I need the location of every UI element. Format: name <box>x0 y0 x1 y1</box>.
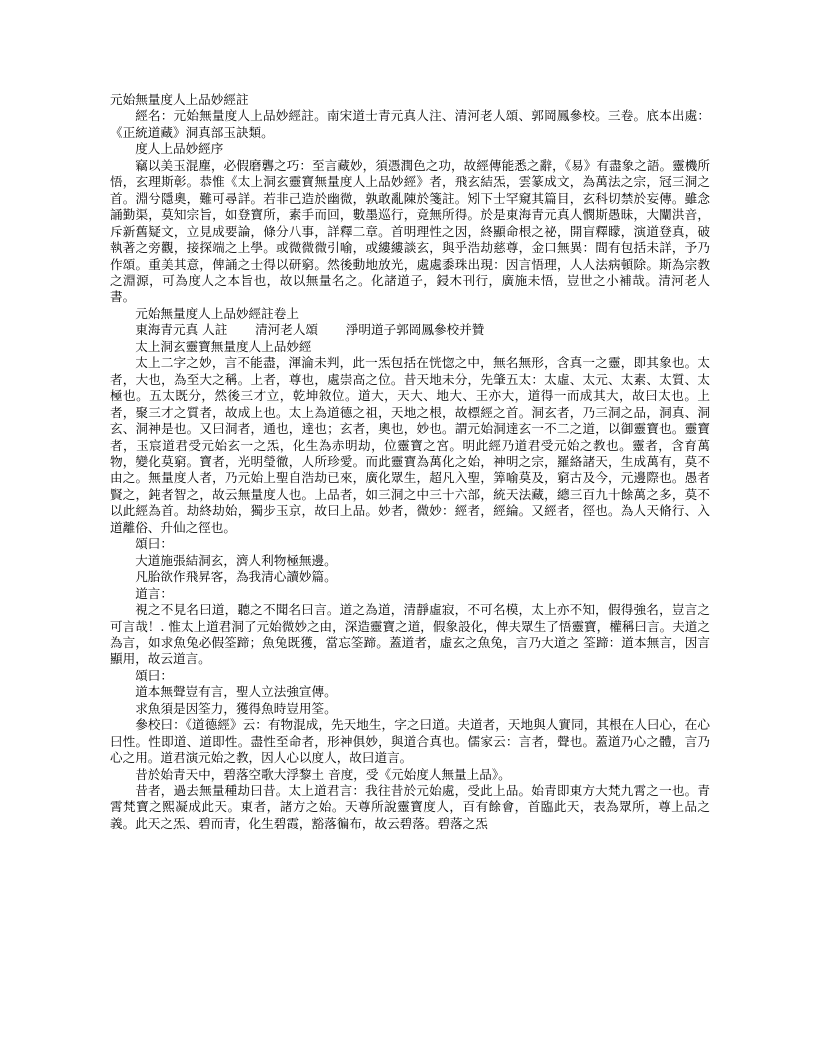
daoyan-label: 道言： <box>135 585 173 601</box>
collation-note-paragraph-1: 參校曰：《道德經》云：有物混成，先天地生，字之曰道。夫道者，天地與人實同，其根在人曰心，在心曰性。性即道、道即性。盡性至命者，形神俱妙，與道合真也。儒家云：言者，聲也。蓋道乃心之體，言乃心之用。道君演元始之教，因人心以度人，故曰道言。 <box>110 717 710 766</box>
commentary-paragraph-3: 昔者，過去無量種劫曰昔。太上道君言：我往昔於元始處，受此上品。始青即東方大梵九霄之一也。青霄梵寶之熙凝成此天。東者，諸方之始。天尊所說靈寶度人，百有餘會，首臨此天，表為眾所，尊上品之義。此天之炁、碧而青，化生碧霞，豁落徧布，故云碧落。碧落之炁 <box>110 783 710 831</box>
ode-1-line-2: 凡胎欲作飛昇客，為我清心讀妙篇。 <box>135 569 337 585</box>
sutra-heading: 太上洞玄靈寶無量度人上品妙經 <box>135 338 312 354</box>
scripture-name-paragraph: 經名：元始無量度人上品妙經註。南宋道士青元真人注、清河老人頌、郭岡鳳參校。三卷。底本出處：《正統道藏》洞真部玉訣類。 <box>110 108 710 140</box>
document-title: 元始無量度人上品妙經註 <box>110 92 249 107</box>
document-text-body <box>110 92 710 832</box>
ode-label-2: 頌曰： <box>135 667 173 683</box>
attribution-collator: 淨明道子郭岡鳳參校并贊 <box>345 322 485 338</box>
volume-heading: 元始無量度人上品妙經註卷上 <box>135 305 299 321</box>
commentary-paragraph-1: 太上二字之妙，言不能盡，渾淪未判，此一炁包括在恍惚之中，無名無形，含真一之靈，即其象也。太者，大也，為至大之稱。上者，尊也，處崇高之位。昔天地未分，先肇五太：太虛、太元、太素、太質、太極也。五太既分，然後三才立，乾坤敘位。道大，天大、地大、王亦大，道得一而成其大，故曰太也。上者，聚三才之質者，故成上也。太上為道德之祖，天地之根，故標經之首。洞玄者，乃三洞之品，洞真、洞玄、洞神是也。又曰洞者，通也，達也；玄者，奧也，妙也。謂元始洞達玄一不二之道，以御靈寶也。靈寶者，玉宸道君受元始玄一之炁，化生為赤明劫，位靈寶之宮。明此經乃道君受元始之教也。靈者，含育萬物，變化莫窮。寶者，光明瑩徹，人所珍愛。而此靈寶為萬化之始，神明之宗，羅絡諸天，生成萬有，莫不由之。無量度人者，乃元始上聖自浩劫已來，廣化眾生，超凡入聖，筭喻莫及，窮古及今，元邊際也。愚者賢之，鈍者智之，故云無量度人也。上品者，如三洞之中三十六部，統天法藏，總三百九十餘萬之多，莫不以此經為首。劫終劫始，獨步玉京，故曰上品。妙者，微妙：經者，經綸。又經者，徑也。為人天脩行、入道離俗、升仙之徑也。 <box>110 355 710 535</box>
preface-body-paragraph: 竊以美玉混塵，必假磨礱之巧：至言藏妙，須憑潤色之功，故經傳能悉之辭，《易》有盡象之語。靈機所悟，玄理斯彰。恭惟《太上洞玄靈寶無量度人上品妙經》者，飛玄結炁，雲篆成文，為萬法之宗，冠三洞之首。淵兮隱奧，難可尋詳。若非己造於幽微，孰敢亂陳於箋註。矧下士罕窺其篇目，玄科切禁於妄傳。雖念誦勤渠，莫知宗旨，如登寶所，素手而回，數墨巡行，竟無所得。於是東海青元真人憫斯愚昧，大闡洪音，斥新舊疑文，立見成要論，條分八事，詳釋二章。首明理性之因，終顯命根之祕，開盲釋矇，演道登真，破執著之旁觀，接探端之上學。或微微微引喻，或縷縷談玄，與乎浩劫慈尊，金口無異：間有包括未詳，予乃作頌。重美其意，俾誦之士得以研窮。然後動地放光，處處黍珠出現：因言悟理，人人法病頓除。斯為宗教之淵源，可為度人之本旨也，故以無量名之。化諸道子，鋟木刊行，廣施未悟，豈世之小補哉。清河老人書。 <box>110 157 710 305</box>
attribution-annotator: 東海青元真 人註 <box>135 322 228 338</box>
ode-2-line-2: 求魚須是因筌力，獲得魚時豈用筌。 <box>135 700 337 716</box>
commentary-paragraph-2: 視之不見名曰道，聽之不聞名曰言。道之為道，清靜虛寂，不可名模，太上亦不知，假得強名，豈言之可言哉！. 惟太上道君洞了元始微妙之由，深造靈寶之道，假象設化，俾夫眾生了悟靈寶，權稱曰言。夫道之為言，如求魚兔必假筌蹄；魚兔既獲，當忘筌蹄。蓋道者，虛玄之魚兔，言乃大道之 筌蹄：道本無言，因言顯用，故云道言。 <box>110 602 710 667</box>
attribution-line <box>110 322 710 338</box>
preface-heading: 度人上品妙經序 <box>135 141 224 157</box>
ode-label-1: 頌曰： <box>135 536 173 552</box>
attribution-odes-author: 清河老人頌 <box>255 322 319 338</box>
ode-2-line-1: 道本無聲豈有言，聖人立法強宣傳。 <box>135 684 337 700</box>
scripture-quote-line: 昔於始青天中，碧落空歌大浮黎土 音度，受《元始度人無量上品》。 <box>135 766 511 782</box>
ode-1-line-1: 大道施張結洞玄，濟人利物極無邊。 <box>135 552 337 568</box>
